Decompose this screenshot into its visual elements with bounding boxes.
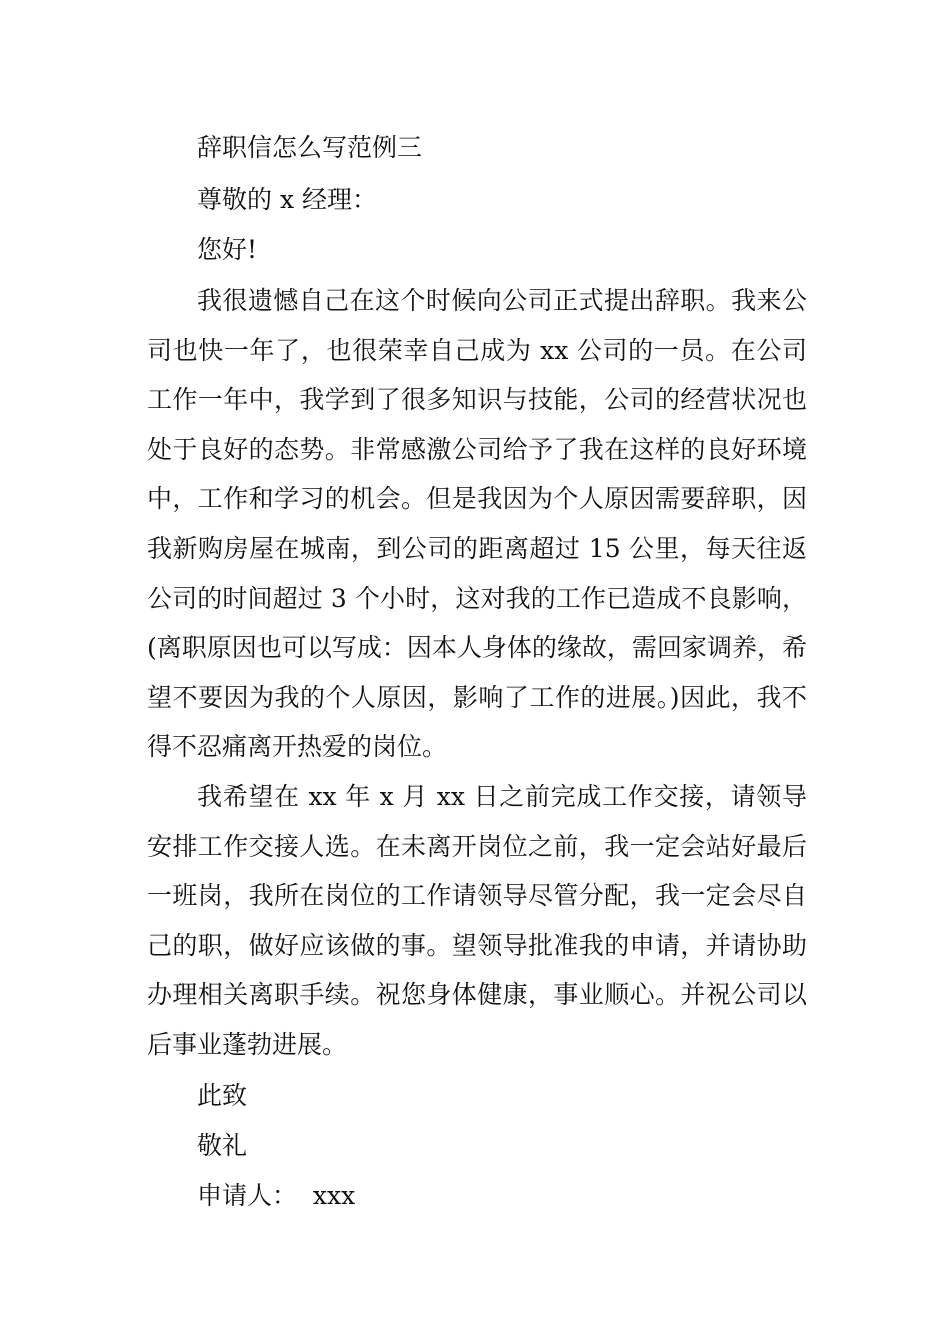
body-paragraph-1: 我很遗憾自己在这个时候向公司正式提出辞职。我来公司也快一年了，也很荣幸自己成为 xx 公司的一员。在公司工作一年中，我学到了很多知识与技能，公司的经营状况也处于良好的态势。非常感激公司给予了我在这样的良好环境中，工作和学习的机会。但是我因为个人原因需要辞职，因我新购房屋在城南，到公司的距离超过 15 公里，每天往返公司的时间超过 3 个小时，这对我的工作已造成不良影响，(离职原因也可以写成：因本人身体的缘故，需回家调养，希望不要因为我的个人原因，影响了工作的进展。)因此，我不得不忍痛离开热爱的岗位。: [147, 286, 807, 762]
body-paragraph-2: 我希望在 xx 年 x 月 xx 日之前完成工作交接，请领导安排工作交接人选。在未离开岗位之前，我一定会站好最后一班岗，我所在岗位的工作请领导尽管分配，我一定会尽自己的职，做好应该做的事。望领导批准我的申请，并请协助办理相关离职手续。祝您身体健康，事业顺心。并祝公司以后事业蓬勃进展。: [147, 782, 807, 1059]
salutation: 尊敬的 x 经理：: [197, 185, 377, 214]
closing-salute: 敬礼: [197, 1131, 248, 1160]
document-title: 辞职信怎么写范例三: [197, 133, 423, 162]
greeting: 您好!: [197, 235, 258, 264]
closing-phrase: 此致: [197, 1081, 248, 1110]
signature-line: 申请人： xxx: [197, 1181, 356, 1210]
